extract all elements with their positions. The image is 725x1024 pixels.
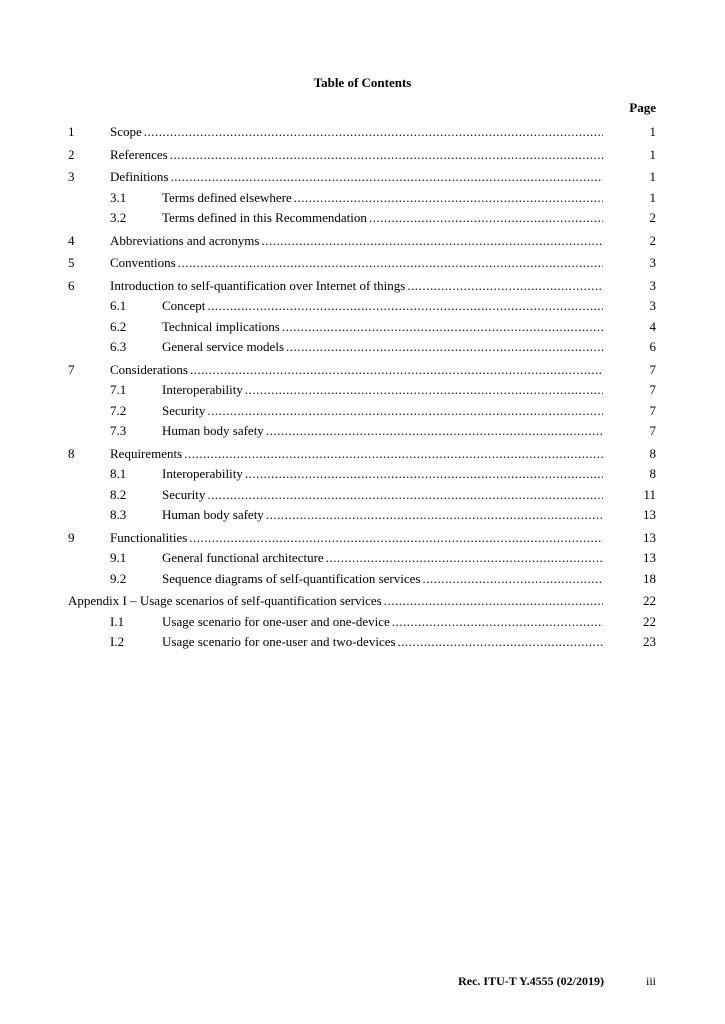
toc-entry-number: I.2	[110, 634, 125, 649]
toc-entry[interactable]	[0, 421, 725, 441]
toc-entry-text	[110, 528, 603, 548]
toc-entry-label: Usage scenario for one-user and two-devices	[162, 632, 398, 652]
footer-reference: Rec. ITU-T Y.4555 (02/2019)	[458, 974, 604, 988]
toc-entry-page: 7	[649, 382, 656, 397]
dot-leader	[282, 317, 603, 337]
toc-entry-label: Appendix I – Usage scenarios of self-quantification services	[68, 591, 384, 611]
dot-leader	[326, 548, 603, 568]
toc-entry-number: 5	[68, 255, 75, 270]
toc-entry-number: 7.2	[110, 402, 127, 418]
toc-entry[interactable]	[0, 317, 725, 337]
dot-leader	[369, 208, 603, 228]
toc-entry-number: 3.1	[110, 189, 127, 205]
toc-entry-text	[162, 548, 603, 568]
footer-page-number: iii	[645, 974, 656, 988]
toc-entry-page: 2	[649, 210, 656, 225]
toc-entry-page: 1	[649, 124, 656, 139]
toc-entry-page: 3	[649, 277, 656, 293]
toc-entry[interactable]	[0, 122, 725, 142]
dot-leader	[170, 145, 603, 165]
toc-entry-label: Conventions	[110, 253, 178, 273]
toc-entry-number: 6	[68, 277, 75, 293]
toc-entry-text	[110, 167, 603, 187]
toc-entry-label: Human body safety	[162, 505, 266, 525]
toc-entry-text	[110, 122, 603, 142]
dot-leader	[190, 360, 603, 380]
toc-entry-text	[162, 188, 603, 208]
toc-entry-page: 18	[643, 570, 656, 586]
toc-entry-page: 22	[643, 613, 656, 629]
toc-entry-number: 4	[68, 232, 75, 248]
toc-entry[interactable]	[0, 401, 725, 421]
dot-leader	[245, 464, 603, 484]
toc-entry-text	[162, 632, 603, 652]
toc-entry-text	[68, 591, 603, 611]
toc-entry-number: 8.3	[110, 507, 127, 522]
toc-entry[interactable]	[0, 591, 725, 611]
toc-entry-label: Introduction to self-quantification over Internet of things	[110, 276, 407, 296]
toc-entry-label: Terms defined elsewhere	[162, 188, 294, 208]
toc-entry[interactable]	[0, 337, 725, 357]
toc-entry-label: Requirements	[110, 444, 184, 464]
dot-leader	[392, 612, 603, 632]
toc-entry[interactable]	[0, 208, 725, 228]
dot-leader	[144, 122, 603, 142]
toc-entry-text	[162, 569, 603, 589]
toc-entry-label: Security	[162, 485, 207, 505]
toc-entry-page: 22	[643, 593, 656, 608]
toc-entry-number: 9.2	[110, 570, 127, 586]
page-column-heading: Page	[629, 100, 656, 115]
dot-leader	[294, 188, 603, 208]
toc-entry[interactable]	[0, 296, 725, 316]
toc-entry-text	[162, 612, 603, 632]
toc-entry-page: 1	[649, 189, 656, 205]
toc-entry[interactable]	[0, 188, 725, 208]
dot-leader	[207, 485, 603, 505]
toc-entry-number: 3	[68, 169, 75, 184]
toc-entry-label: Functionalities	[110, 528, 189, 548]
dot-leader	[207, 296, 603, 316]
toc-entry[interactable]	[0, 231, 725, 251]
dot-leader	[407, 276, 603, 296]
toc-entry-label: Security	[162, 401, 207, 421]
toc-entry-page: 7	[649, 402, 656, 418]
toc-entry-number: 8	[68, 445, 75, 461]
toc-entry-page: 13	[643, 550, 656, 565]
toc-entry-page: 3	[649, 255, 656, 270]
toc-entry[interactable]	[0, 569, 725, 589]
toc-entry-page: 11	[643, 486, 656, 502]
toc-entry-label: General functional architecture	[162, 548, 326, 568]
toc-entry-label: Considerations	[110, 360, 190, 380]
toc-entry-page: 23	[643, 634, 656, 649]
dot-leader	[171, 167, 604, 187]
dot-leader	[398, 632, 603, 652]
toc-entry-number: 6.1	[110, 298, 127, 313]
toc-entry-number: 9.1	[110, 550, 127, 565]
toc-entry-label: Abbreviations and acronyms	[110, 231, 261, 251]
dot-leader	[266, 421, 603, 441]
toc-entry-label: Technical implications	[162, 317, 282, 337]
toc-entry-number: 1	[68, 124, 75, 139]
toc-entry-number: 2	[68, 146, 75, 162]
toc-entry-number: 7.1	[110, 382, 127, 397]
toc-entry-label: Definitions	[110, 167, 171, 187]
toc-entry[interactable]	[0, 485, 725, 505]
toc-entry[interactable]	[0, 612, 725, 632]
toc-entry[interactable]	[0, 464, 725, 484]
toc-entry-number: 9	[68, 529, 75, 545]
dot-leader	[384, 591, 603, 611]
toc-entry[interactable]	[0, 548, 725, 568]
toc-entry-label: Sequence diagrams of self-quantification services	[162, 569, 422, 589]
toc-entry-text	[162, 380, 603, 400]
dot-leader	[178, 253, 603, 273]
toc-entry-label: Terms defined in this Recommendation	[162, 208, 369, 228]
toc-entry-page: 7	[649, 361, 656, 377]
toc-entry-label: Concept	[162, 296, 207, 316]
toc-entry[interactable]	[0, 360, 725, 380]
toc-entry-number: 3.2	[110, 210, 127, 225]
toc-entry-page: 13	[643, 507, 656, 522]
toc-entry-text	[110, 231, 603, 251]
toc-entry-number: 7.3	[110, 423, 127, 438]
dot-leader	[207, 401, 603, 421]
dot-leader	[245, 380, 603, 400]
toc-entry[interactable]	[0, 632, 725, 652]
dot-leader	[261, 231, 603, 251]
toc-entry-text	[162, 485, 603, 505]
toc-entry-text	[110, 444, 603, 464]
toc-entry-page: 1	[649, 146, 656, 162]
toc-entry-text	[162, 337, 603, 357]
toc-entry-text	[162, 401, 603, 421]
toc-entry-text	[110, 253, 603, 273]
toc-entry[interactable]	[0, 505, 725, 525]
toc-entry-page: 8	[649, 466, 656, 481]
toc-entry[interactable]	[0, 528, 725, 548]
toc-entry-label: Scope	[110, 122, 144, 142]
toc-entry[interactable]	[0, 145, 725, 165]
toc-entry-label: General service models	[162, 337, 286, 357]
page-title: Table of Contents	[313, 75, 412, 90]
toc-entry-text	[162, 505, 603, 525]
toc-entry[interactable]	[0, 253, 725, 273]
toc-entry-page: 2	[649, 232, 656, 248]
toc-entry-text	[162, 421, 603, 441]
dot-leader	[189, 528, 603, 548]
toc-entry-number: I.1	[110, 613, 125, 629]
toc-entry[interactable]	[0, 380, 725, 400]
toc-entry[interactable]	[0, 444, 725, 464]
toc-entry-label: Interoperability	[162, 380, 245, 400]
toc-entry-label: Human body safety	[162, 421, 266, 441]
toc-entry-number: 6.2	[110, 318, 127, 334]
toc-entry-page: 1	[649, 169, 656, 184]
toc-entry-text	[110, 276, 603, 296]
dot-leader	[266, 505, 603, 525]
dot-leader	[422, 569, 603, 589]
toc-entry[interactable]	[0, 276, 725, 296]
toc-entry-text	[162, 208, 603, 228]
toc-entry-text	[162, 464, 603, 484]
dot-leader	[286, 337, 603, 357]
toc-entry-page: 13	[643, 529, 656, 545]
toc-entry-label: Interoperability	[162, 464, 245, 484]
toc-entry-number: 8.2	[110, 486, 127, 502]
toc-entry-label: References	[110, 145, 170, 165]
toc-entry-text	[110, 145, 603, 165]
toc-entry-label: Usage scenario for one-user and one-device	[162, 612, 392, 632]
toc-entry-page: 6	[649, 339, 656, 354]
dot-leader	[184, 444, 603, 464]
toc-entry[interactable]	[0, 167, 725, 187]
toc-entry-number: 7	[68, 361, 75, 377]
toc-entry-number: 8.1	[110, 466, 127, 481]
toc-entry-page: 4	[649, 318, 656, 334]
toc-entry-page: 7	[649, 423, 656, 438]
toc-entry-page: 8	[649, 445, 656, 461]
toc-entry-text	[162, 317, 603, 337]
toc-entry-text	[110, 360, 603, 380]
toc-entry-number: 6.3	[110, 339, 127, 354]
toc-entry-page: 3	[649, 298, 656, 313]
toc-entry-text	[162, 296, 603, 316]
